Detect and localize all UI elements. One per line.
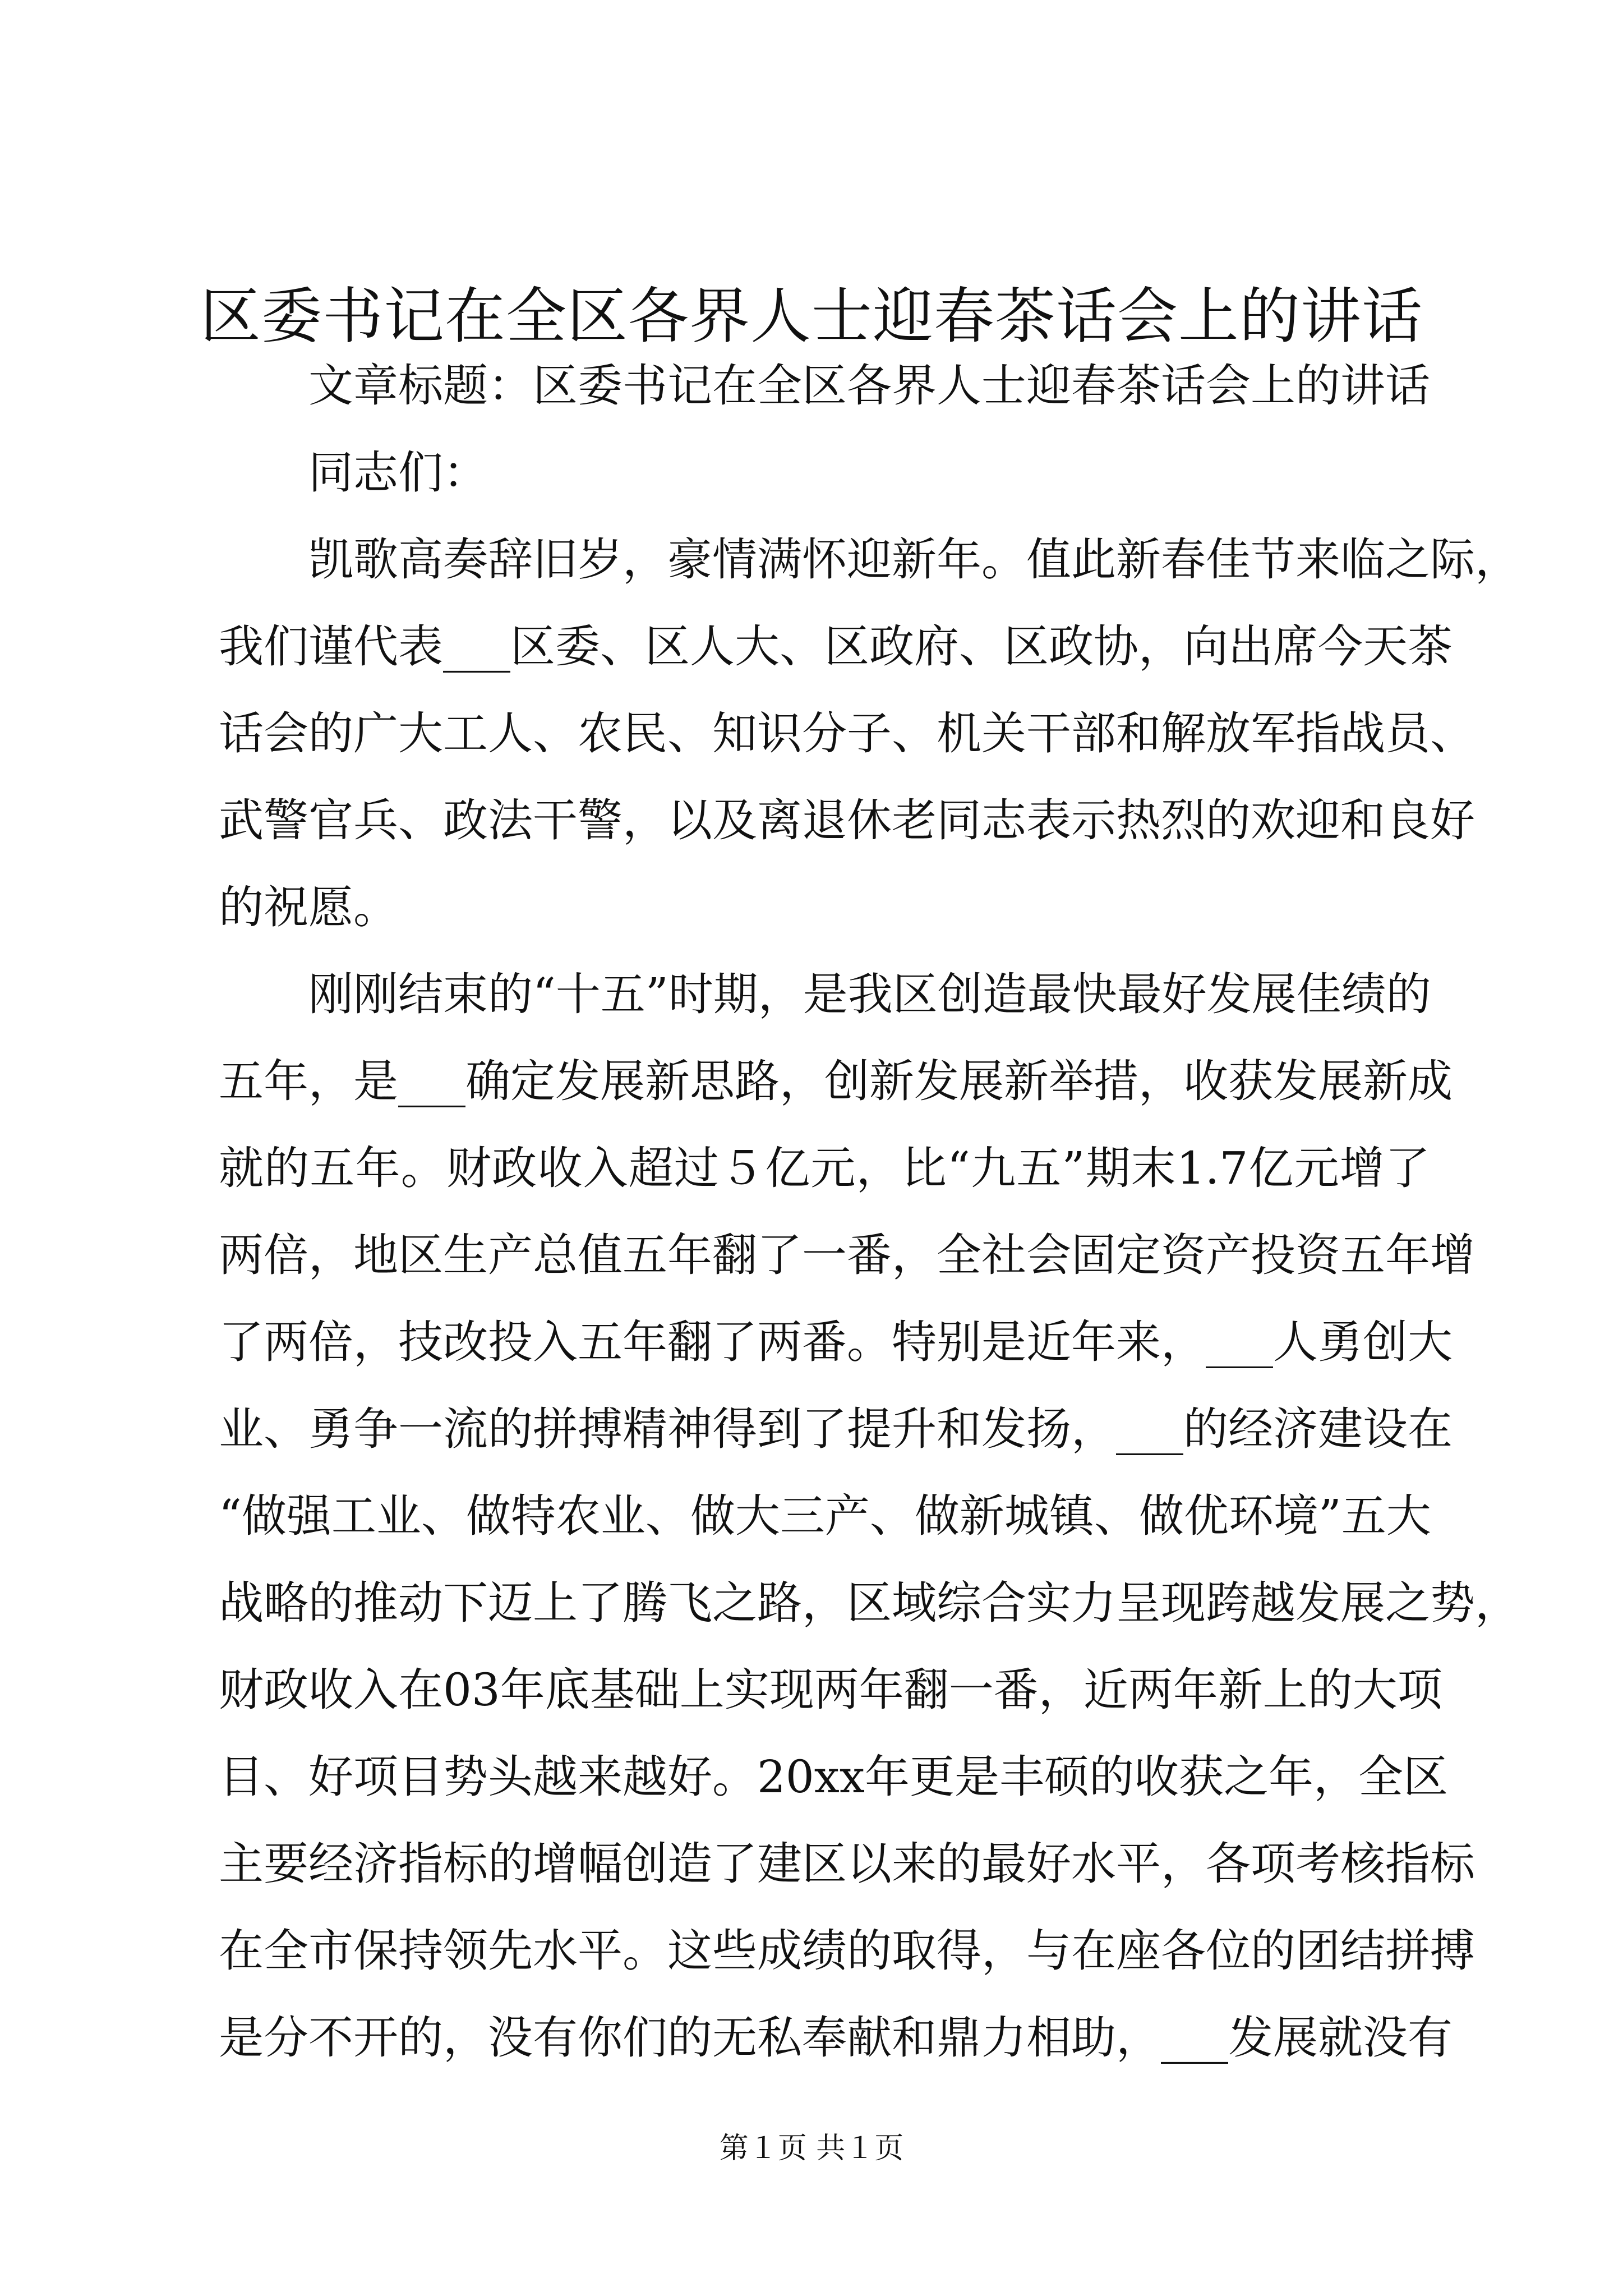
- paragraph-2-line-12: 在全市保持领先水平。这些成绩的取得，与在座各位的团结拼搏: [219, 1925, 1475, 1977]
- article-title-line: 文章标题：区委书记在全区各界人士迎春茶话会上的讲话: [308, 360, 1430, 412]
- paragraph-1-line-2: 我们谨代表___区委、区人大、区政府、区政协，向出席今天茶: [219, 620, 1453, 673]
- paragraph-2-line-8: 战略的推动下迈上了腾飞之路，区域综合实力呈现跨越发展之势，: [219, 1577, 1520, 1629]
- paragraph-2-line-2: 五年，是___确定发展新思路，创新发展新举措，收获发展新成: [219, 1055, 1453, 1107]
- paragraph-2-line-7: “做强工业、做特农业、做大三产、做新城镇、做优环境”五大: [219, 1490, 1431, 1542]
- paragraph-2-line-11: 主要经济指标的增幅创造了建区以来的最好水平，各项考核指标: [219, 1838, 1475, 1890]
- paragraph-2-line-13: 是分不开的，没有你们的无私奉献和鼎力相助，___发展就没有: [219, 2012, 1453, 2064]
- page-footer: 第１页 共１页: [719, 2132, 904, 2165]
- paragraph-2-line-4: 两倍，地区生产总值五年翻了一番，全社会固定资产投资五年增: [219, 1229, 1475, 1281]
- paragraph-1-line-3: 话会的广大工人、农民、知识分子、机关干部和解放军指战员、: [219, 707, 1475, 760]
- paragraph-2-line-6: 业、勇争一流的拼搏精神得到了提升和发扬，___的经济建设在: [219, 1403, 1453, 1455]
- document-body: [219, 342, 1520, 2081]
- paragraph-1-line-1: 凯歌高奏辞旧岁，豪情满怀迎新年。值此新春佳节来临之际，: [308, 533, 1520, 586]
- paragraph-1-line-4: 武警官兵、政法干警，以及离退休老同志表示热烈的欢迎和良好: [219, 794, 1475, 846]
- salutation-line: 同志们：: [308, 447, 488, 499]
- document-title: 区委书记在全区各界人士迎春茶话会上的讲话: [200, 282, 1423, 352]
- paragraph-2-line-1: 刚刚结束的“十五”时期，是我区创造最快最好发展佳绩的: [308, 968, 1431, 1020]
- paragraph-2-line-10: 目、好项目势头越来越好。20xx年更是丰硕的收获之年，全区: [219, 1751, 1449, 1803]
- paragraph-1-line-5: 的祝愿。: [219, 881, 398, 933]
- paragraph-2-line-3: 就的五年。财政收入超过５亿元，比“九五”期末1.7亿元增了: [219, 1142, 1430, 1194]
- paragraph-2-line-9: 财政收入在03年底基础上实现两年翻一番，近两年新上的大项: [219, 1664, 1442, 1716]
- paragraph-2-line-5: 了两倍，技改投入五年翻了两番。特别是近年来，___人勇创大: [219, 1316, 1453, 1368]
